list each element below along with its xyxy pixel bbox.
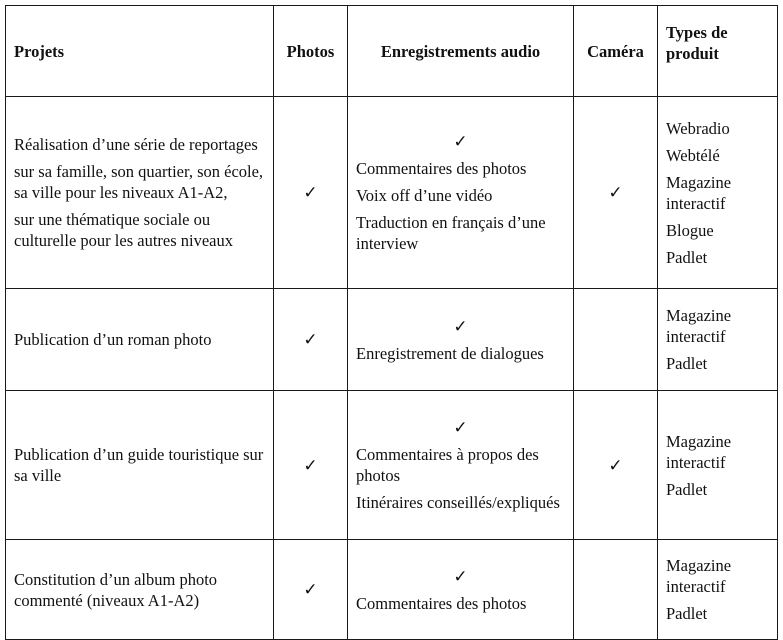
projet-cell (6, 540, 274, 640)
projet-text: Publication d’un guide touristique sur sa ville (14, 445, 264, 485)
projet-cell (6, 289, 274, 391)
audio-text: Itinéraires conseillés/expliqués (356, 493, 560, 512)
audio-text: Commentaires des photos (356, 593, 527, 613)
type-item: Magazine interactif (666, 556, 732, 596)
type-item: Magazine interactif (666, 431, 732, 472)
type-item: Webtélé (666, 145, 720, 165)
projet-text: sur une thématique sociale ou culturelle pour les autres niveaux (14, 210, 234, 250)
photos-check: ✓ (274, 391, 348, 540)
camera-check: ✓ (574, 391, 658, 540)
type-item: Magazine interactif (666, 172, 732, 213)
header-projets: Projets (6, 6, 274, 97)
table-row (6, 391, 778, 540)
type-item: Padlet (666, 247, 708, 267)
audio-text: Enregistrement de dialogues (356, 343, 544, 363)
audio-check: ✓ (453, 566, 468, 586)
type-item: Padlet (666, 604, 708, 623)
audio-text: Traduction en français d’une interview (356, 213, 546, 253)
camera-check (574, 540, 658, 640)
photos-check: ✓ (274, 540, 348, 640)
audio-cell (348, 391, 574, 540)
camera-check: ✓ (574, 97, 658, 289)
types-cell (658, 289, 778, 391)
audio-cell (348, 289, 574, 391)
header-audio: Enregistrements audio (348, 6, 574, 97)
projects-table (5, 5, 778, 640)
projet-text: Constitution d’un album photo commenté (niveaux A1-A2) (14, 569, 218, 610)
table-row (6, 289, 778, 391)
audio-text: Voix off d’une vidéo (356, 186, 493, 205)
header-types: Types de produit (658, 6, 778, 97)
type-item: Padlet (666, 479, 708, 499)
audio-text: Commentaires des photos (356, 159, 527, 178)
header-camera: Caméra (574, 6, 658, 97)
type-item: Blogue (666, 220, 714, 240)
audio-text: Commentaires à propos des photos (356, 445, 539, 485)
projet-cell (6, 97, 274, 289)
type-item: Padlet (666, 354, 708, 373)
types-cell (658, 97, 778, 289)
projet-cell (6, 391, 274, 540)
type-item: Magazine interactif (666, 306, 732, 346)
audio-cell (348, 540, 574, 640)
types-cell (658, 540, 778, 640)
header-photos: Photos (274, 6, 348, 97)
header-row (6, 6, 778, 97)
audio-check: ✓ (453, 132, 468, 151)
projects-table-container (5, 5, 778, 640)
photos-check: ✓ (274, 97, 348, 289)
projet-text: sur sa famille, son quartier, son école, sa ville pour les niveaux A1-A2, (14, 162, 264, 202)
type-item: Webradio (666, 118, 730, 138)
camera-check (574, 289, 658, 391)
audio-check: ✓ (453, 316, 468, 336)
table-row (6, 97, 778, 289)
table-row (6, 540, 778, 640)
audio-check: ✓ (453, 418, 468, 437)
projet-text: Réalisation d’une série de reportages (14, 135, 258, 154)
projet-text: Publication d’un roman photo (14, 330, 212, 349)
audio-cell (348, 97, 574, 289)
photos-check: ✓ (274, 289, 348, 391)
types-cell (658, 391, 778, 540)
